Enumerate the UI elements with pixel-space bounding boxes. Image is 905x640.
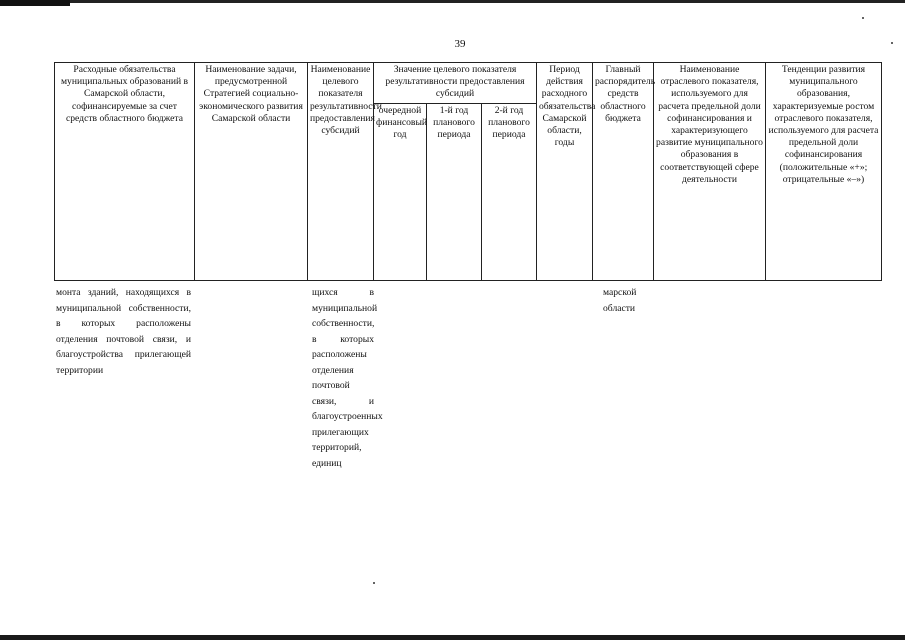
header-strategy-task: Наименование задачи, предусмотренной Стратегией социально-экономического развития Самарской области: [195, 63, 308, 281]
header-manager: Главный распорядитель средств областного бюджета: [593, 63, 654, 281]
row-cell-obligations: монта зданий, находящихся в муниципальной собственности, в которых расположены отделения почтовой связи, и благоустройства прилегающей территории: [56, 287, 191, 376]
header-trends: Тенденции развития муниципального образования, характеризуемые ростом отраслевого показателя, используемого для расчета предельной доли софинансирования (положительные «+»; отрицательные «–»): [766, 63, 882, 281]
subheader-plan-year-1: 1-й год планового периода: [427, 104, 482, 281]
scan-edge-top: [0, 0, 905, 3]
row-cell-manager: марской области: [603, 287, 637, 314]
scan-speck: [373, 582, 375, 584]
subheader-current-year: очередной финансовый год: [374, 104, 427, 281]
header-indicator-name: Наименование целевого показателя результативности предоставления субсидий: [308, 63, 374, 281]
scan-speck: [891, 42, 893, 44]
row-cell-indicator-name: щихся в муниципальной собственности, в которых расположены отделения почтовой связи, и благоустроенных прилегающих территорий, единиц: [312, 287, 383, 469]
header-sector-indicator: Наименование отраслевого показателя, используемого для расчета предельной доли софинансирования и характеризующего развитие муниципального образования в соответствующей сфере деятельности: [654, 63, 766, 281]
scan-artifact: [0, 0, 70, 6]
scan-edge-bottom: [0, 635, 905, 640]
header-obligations: Расходные обязательства муниципальных образований в Самарской области, софинансируемые за счет средств областного бюджета: [55, 63, 195, 281]
header-indicator-value: Значение целевого показателя результативности предоставления субсидий: [374, 63, 537, 104]
scan-speck: [862, 17, 864, 19]
header-period: Период действия расходного обязательства Самарской области, годы: [537, 63, 593, 281]
subheader-plan-year-2: 2-й год планового периода: [482, 104, 537, 281]
header-table: [54, 62, 882, 281]
page-number: 39: [454, 38, 466, 50]
